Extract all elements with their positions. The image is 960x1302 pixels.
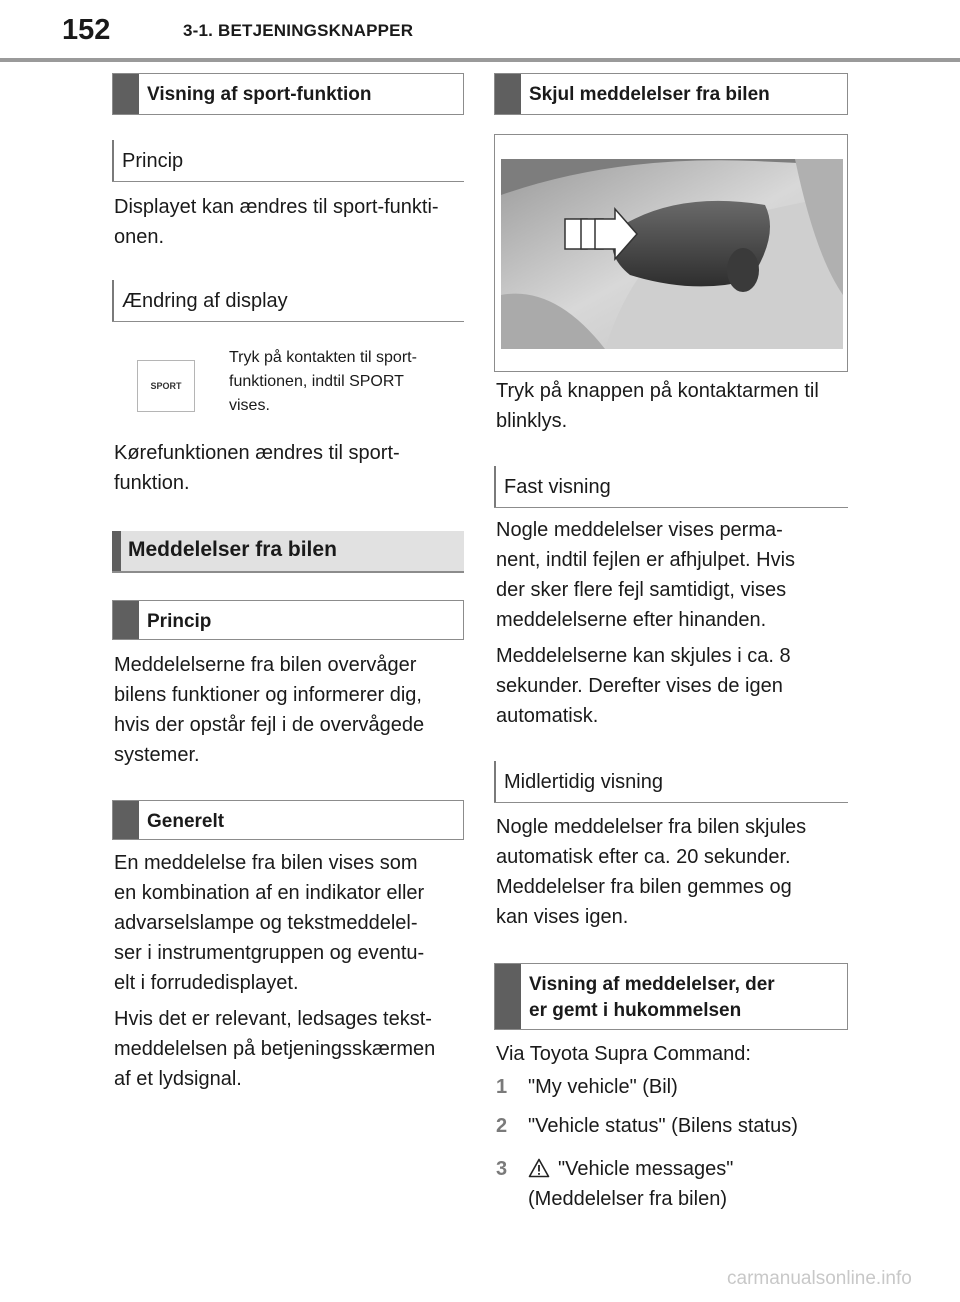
paragraph-drive-mode: Kørefunktionen ændres til sport- funktion. bbox=[114, 442, 400, 494]
heading-sport-display-text: Visning af sport-funktion bbox=[147, 84, 372, 105]
subheading-princip-text: Princip bbox=[122, 150, 184, 172]
paragraph-relevant: Hvis det er relevant, ledsages tekst- meddelelsen på betjeningsskærmen af et lydsignal. bbox=[114, 1008, 436, 1090]
heading-general bbox=[112, 800, 464, 840]
heading-stored-messages bbox=[494, 963, 848, 1030]
sport-button-icon: SPORT bbox=[137, 360, 195, 412]
heading-hide-messages bbox=[494, 73, 848, 115]
header-rule bbox=[0, 58, 960, 62]
heading-princip-text: Princip bbox=[147, 611, 212, 632]
subheading-fixed-display bbox=[494, 466, 848, 508]
heading-sport-display bbox=[112, 73, 464, 115]
paragraph-display-change: Displayet kan ændres til sport-funkti- onen. bbox=[114, 196, 439, 248]
section-heading-messages-text: Meddelelser fra bilen bbox=[128, 538, 337, 561]
subheading-display-change-text: Ændring af display bbox=[122, 290, 288, 312]
heading-hide-messages-text: Skjul meddelelser fra bilen bbox=[529, 84, 770, 105]
subheading-temporary-display bbox=[494, 761, 848, 803]
page-number: 152 bbox=[62, 14, 111, 46]
warning-triangle-icon bbox=[528, 1158, 550, 1178]
list-item-continuation: (Meddelelser fra bilen) bbox=[528, 1188, 727, 1210]
heading-general-text: Generelt bbox=[147, 811, 225, 832]
turn-signal-lever-illustration bbox=[494, 134, 848, 372]
watermark: carmanualsonline.info bbox=[727, 1268, 912, 1289]
subheading-display-change bbox=[112, 280, 464, 322]
sport-instruction: Tryk på kontakten til sport- funktionen, indtil SPORT vises. bbox=[229, 349, 417, 414]
paragraph-via-command: Via Toyota Supra Command: bbox=[496, 1043, 751, 1065]
paragraph-temporary-display: Nogle meddelelser fra bilen skjules automatisk efter ca. 20 sekunder. Meddelelser fra bilen gemmes og kan vises igen. bbox=[496, 816, 807, 928]
heading-stored-messages-text: Visning af meddelelser, der er gemt i hukommelsen bbox=[529, 974, 775, 1021]
paragraph-press-button: Tryk på knappen på kontaktarmen til blinklys. bbox=[496, 380, 819, 432]
paragraph-general: En meddelelse fra bilen vises som en kombination af en indikator eller advarselslampe og tekstmeddelel- ser i instrumentgruppen og eventu- elt i forrudedisplayet. bbox=[114, 852, 425, 994]
paragraph-hide-8-seconds: Meddelelserne kan skjules i ca. 8 sekunder. Derefter vises de igen automatisk. bbox=[496, 645, 791, 727]
chapter-title: 3-1. BETJENINGSKNAPPER bbox=[183, 21, 414, 40]
subheading-fixed-display-text: Fast visning bbox=[504, 476, 611, 498]
subheading-temporary-display-text: Midlertidig visning bbox=[504, 771, 663, 793]
section-heading-messages bbox=[112, 531, 464, 573]
heading-princip bbox=[112, 600, 464, 640]
paragraph-fixed-display: Nogle meddelelser vises perma- nent, indtil fejlen er afhjulpet. Hvis der sker flere fejl samtidigt, vises meddelelserne efter hinanden. bbox=[496, 519, 796, 631]
paragraph-monitoring: Meddelelserne fra bilen overvåger bilens funktioner og informerer dig, hvis der opstår fejl i de overvågede systemer. bbox=[114, 654, 425, 766]
subheading-princip bbox=[112, 140, 464, 182]
